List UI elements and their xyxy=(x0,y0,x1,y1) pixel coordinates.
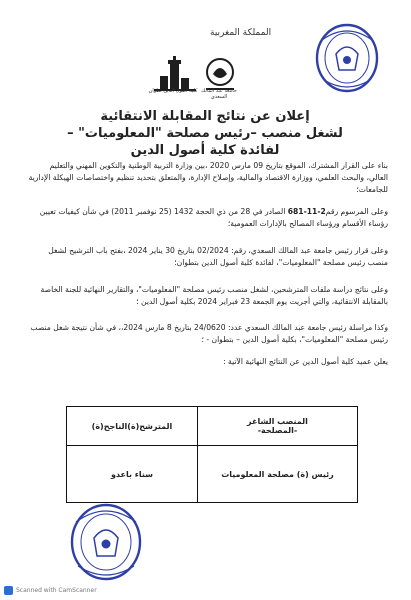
title-line-1: إعلان عن نتائج المقابلة الانتقائية xyxy=(100,109,310,124)
table-row xyxy=(67,446,358,503)
kingdom-label: المملكة المغربية xyxy=(210,28,272,38)
university-stamp-top xyxy=(312,20,382,95)
header-candidate-cell: المترشح(ة)الناجح(ة) xyxy=(67,407,198,446)
paragraph-correspondence: وكذا مراسلة رئيس جامعة عبد المالك السعدي عدد: 24/0620 بتاريخ 8 مارس 2024،، في شأن نتيجة شغل منصب رئيس مصلحة "المعلوميات"، بكلية أصول الدين – بتطوان - ؛ xyxy=(30,323,388,344)
title-line-2: لشغل منصب –رئيس مصلحة "المعلوميات" – xyxy=(67,126,343,141)
camscanner-icon xyxy=(4,586,13,595)
paragraph-results-study: وعلى نتائج دراسة ملفات المترشحين، لشغل منصب رئيس مصلحة "المعلوميات"، والتقارير النهائية للجنة الخاصة بالمقابلة الانتقائية، والتي أجريت يوم الجمعة 23 فبراير 2024 بكلية أصول الدين ؛ xyxy=(40,285,388,306)
title-line-3: لفائدة كلية أصول الدين xyxy=(130,143,280,158)
header-position-line2: -المصلحة- xyxy=(257,426,298,436)
scanner-label: Scanned with CamScanner xyxy=(16,587,97,594)
paragraph-joint-decision: بناء على القرار المشترك، الموقع بتاريخ 09 مارس 2020 ،بين وزارة التربية الوطنية والتكوين المهني والتعليم العالي، والبحث العلمي، ووزارة الاقتصاد والمالية، وإصلاح الإدارة، والمتعلق بتحديد تنظيم واختصاصات الهيكلة الإدارية للجامعات؛ xyxy=(28,161,388,194)
candidate-cell: سناء باعدو xyxy=(67,446,198,503)
header-position-line1: المنصب الشاغر xyxy=(247,417,308,427)
paragraph-president-decision: وعلى قرار رئيس جامعة عبد المالك السعدي، رقم: 02/2024 بتاريخ 30 يناير 2024 ،بفتح باب الترشيح لشغل منصب رئيس مصلحة "المعلوميات"، لفائدة كلية أصول الدين بتطوان؛ xyxy=(48,246,388,267)
results-table xyxy=(66,406,358,503)
decree-prefix: وعلى المرسوم رقم xyxy=(325,207,388,216)
university-stamp-bottom xyxy=(66,500,146,585)
announcement-title xyxy=(50,108,360,159)
position-cell: رئيس (ة) مصلحة المعلوميات xyxy=(197,446,357,503)
header-position-cell xyxy=(197,407,357,446)
paragraph-announcement: يعلن عميد كلية أصول الدين عن النتائج النهائية الآتية : xyxy=(223,357,388,366)
decree-rest: الصادر في 28 من ذي الحجة 1432 (25 نوفمبر 2011) في شأن كيفيات تعيين رؤساء الأقسام ورؤساء المصالح بالإدارات العمومية؛ xyxy=(39,207,388,228)
paragraph-decree xyxy=(28,206,388,230)
faculty-name-caption: كلية أصول الدين تطوان xyxy=(148,88,198,94)
university-name-caption: جامعة عبد المالك السعدي xyxy=(201,88,237,100)
table-header-row xyxy=(67,407,358,446)
scanner-watermark xyxy=(4,586,97,595)
decree-number: 2-11-681 xyxy=(287,207,326,216)
